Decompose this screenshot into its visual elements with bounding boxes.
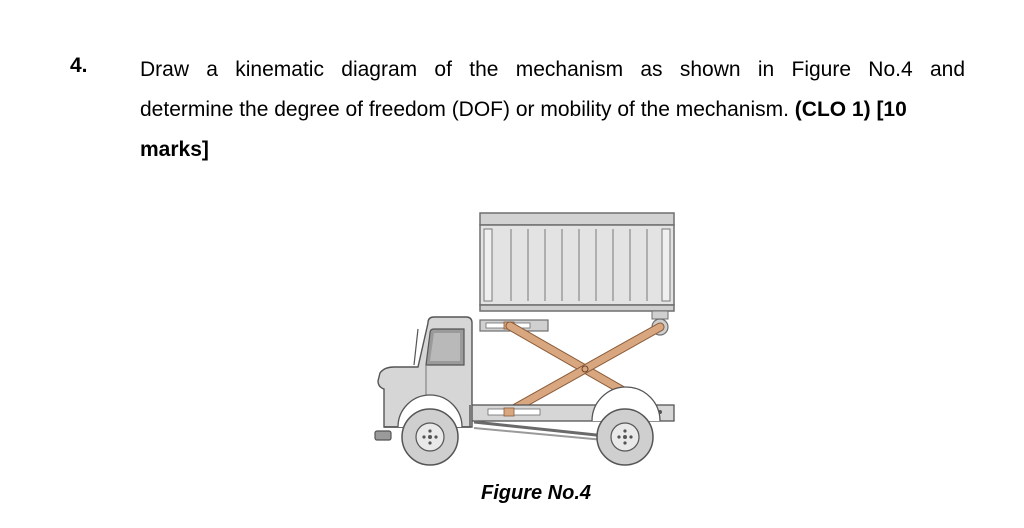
marks-label: marks] — [140, 138, 209, 161]
truck-scissor-lift-illustration — [370, 205, 680, 475]
clo-marks-label: (CLO 1) [10 — [794, 98, 907, 121]
figure-caption-text: Figure No.4 — [480, 482, 591, 504]
rear-wheel — [592, 387, 660, 465]
figure-caption — [0, 482, 1024, 505]
question-line-1: Draw a kinematic diagram of the mechanism as shown in Figure No.4 and — [140, 58, 965, 81]
cargo-container — [480, 213, 674, 311]
question-number: 4. — [70, 54, 88, 77]
question-line-2 — [140, 90, 965, 130]
front-wheel — [398, 395, 462, 465]
question-line-2-text: determine the degree of freedom (DOF) or mobility of the mechanism. — [140, 98, 795, 121]
truck-scissor-lift-figure — [370, 205, 680, 475]
question-text — [140, 50, 965, 170]
